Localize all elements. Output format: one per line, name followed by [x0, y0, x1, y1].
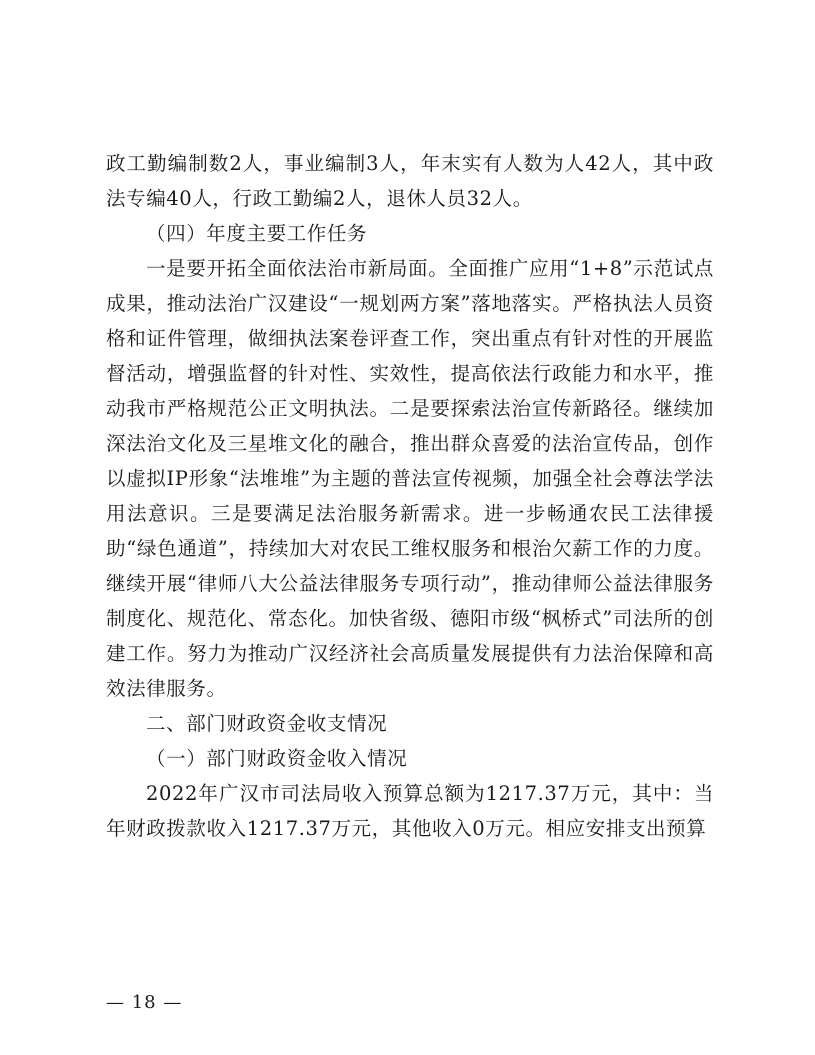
body-text [106, 146, 714, 846]
heading-income: （一）部门财政资金收入情况 [146, 747, 408, 770]
paragraph-annual-tasks: 一是要开拓全面依法治市新局面。全面推广应用“1+8”示范试点成果，推动法治广汉建设“一规划两方案”落地落实。严格执法人员资格和证件管理，做细执法案卷评查工作，突出重点有针对性的开展监督活动，增强监督的针对性、实效性，提高依法行政能力和水平，推动我市严格规范公正文明执法。二是要探索法治宣传新路径。继续加深法治文化及三星堆文化的融合，推出群众喜爱的法治宣传品，创作以虚拟IP形象“法堆堆”为主题的普法宣传视频，加强全社会尊法学法用法意识。三是要满足法治服务新需求。进一步畅通农民工法律援助“绿色通道”，持续加大对农民工维权服务和根治欠薪工作的力度。继续开展“律师八大公益法律服务专项行动”，推动律师公益法律服务制度化、规范化、常态化。加快省级、德阳市级“枫桥式”司法所的创建工作。努力为推动广汉经济社会高质量发展提供有力法治保障和高效法律服务。 [106, 257, 714, 700]
paragraph-staffing: 政工勤编制数2人，事业编制3人，年末实有人数为人42人，其中政法专编40人，行政工勤编2人，退休人员32人。 [106, 152, 714, 210]
paragraph-income: 2022年广汉市司法局收入预算总额为1217.37万元，其中：当年财政拨款收入1217.37万元，其他收入0万元。相应安排支出预算 [106, 782, 714, 840]
page-number: — 18 — [106, 992, 183, 1013]
heading-annual-tasks: （四）年度主要工作任务 [146, 222, 368, 245]
heading-section-two: 二、部门财政资金收支情况 [146, 712, 388, 735]
